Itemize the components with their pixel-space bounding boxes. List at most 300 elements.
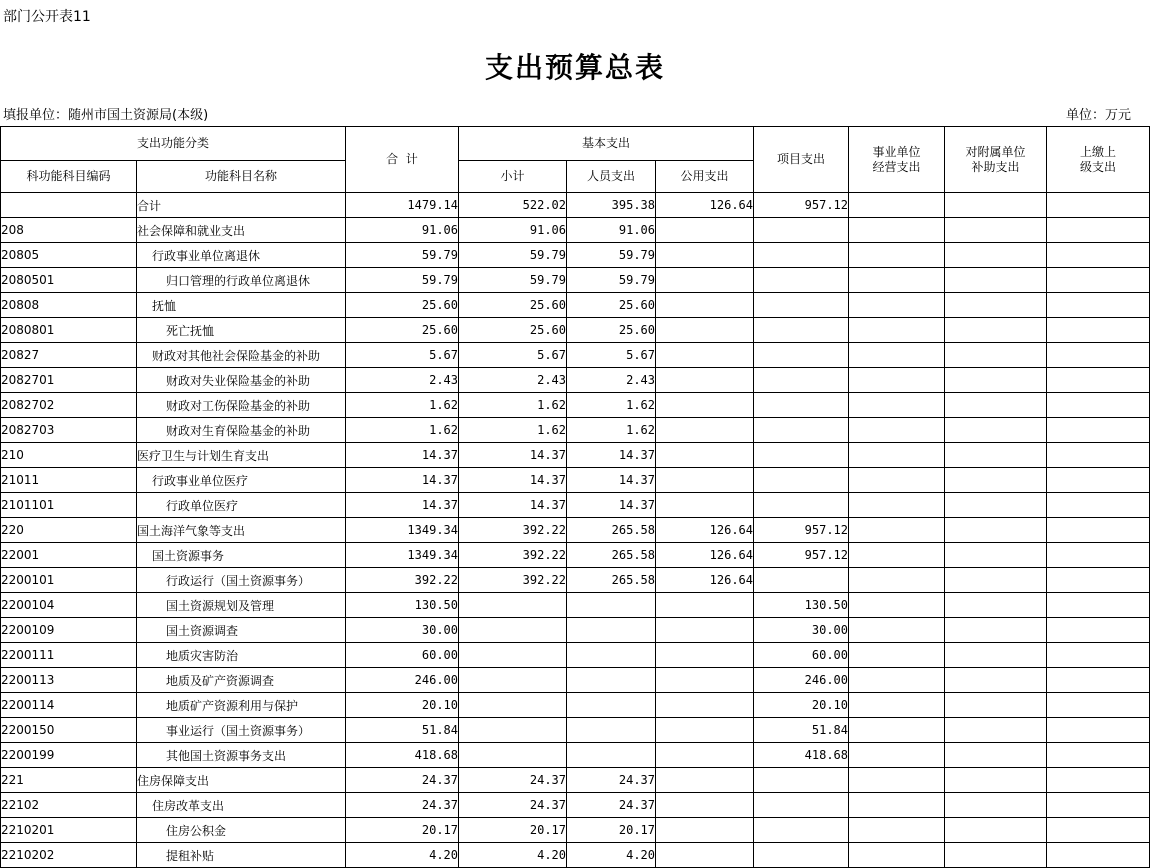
cell-public [656,243,754,268]
cell-name: 财政对失业保险基金的补助 [137,368,346,393]
cell-subsidy [945,743,1047,768]
cell-name: 合计 [137,193,346,218]
cell-subtotal: 59.79 [459,268,567,293]
cell-remit [1047,768,1150,793]
cell-project [754,218,849,243]
cell-project [754,268,849,293]
cell-total: 91.06 [346,218,459,243]
cell-business [849,818,945,843]
cell-subtotal [459,743,567,768]
cell-business [849,293,945,318]
table-row [1,368,1150,393]
table-row [1,668,1150,693]
cell-remit [1047,743,1150,768]
cell-personnel: 1.62 [567,418,656,443]
cell-public [656,268,754,293]
cell-remit [1047,543,1150,568]
cell-code: 2200111 [1,643,137,668]
table-row [1,393,1150,418]
cell-project: 20.10 [754,693,849,718]
table-header [1,127,1150,193]
cell-personnel: 265.58 [567,568,656,593]
cell-total: 25.60 [346,293,459,318]
cell-total: 1.62 [346,418,459,443]
table-row [1,343,1150,368]
cell-project: 246.00 [754,668,849,693]
cell-subtotal: 25.60 [459,293,567,318]
cell-code: 2200101 [1,568,137,593]
cell-total: 20.10 [346,693,459,718]
cell-subsidy [945,443,1047,468]
cell-name: 国土资源调查 [137,618,346,643]
cell-public [656,468,754,493]
cell-business [849,518,945,543]
table-row [1,818,1150,843]
cell-total: 59.79 [346,268,459,293]
cell-personnel: 24.37 [567,768,656,793]
cell-subsidy [945,593,1047,618]
cell-project [754,418,849,443]
header-subtotal: 小计 [459,161,567,193]
cell-code: 2101101 [1,493,137,518]
cell-total: 130.50 [346,593,459,618]
table-row [1,193,1150,218]
cell-subsidy [945,843,1047,868]
header-project-expense: 项目支出 [754,127,849,193]
cell-remit [1047,343,1150,368]
cell-personnel: 20.17 [567,818,656,843]
cell-total: 5.67 [346,343,459,368]
cell-public [656,593,754,618]
cell-personnel: 14.37 [567,443,656,468]
cell-project [754,493,849,518]
table-row [1,218,1150,243]
cell-personnel: 91.06 [567,218,656,243]
cell-subtotal: 14.37 [459,443,567,468]
cell-public [656,493,754,518]
cell-name: 住房改革支出 [137,793,346,818]
cell-public [656,218,754,243]
cell-subtotal: 25.60 [459,318,567,343]
cell-code: 2200109 [1,618,137,643]
cell-subsidy [945,268,1047,293]
cell-subtotal: 392.22 [459,518,567,543]
cell-remit [1047,568,1150,593]
cell-project: 957.12 [754,543,849,568]
cell-name: 国土海洋气象等支出 [137,518,346,543]
cell-name: 财政对其他社会保险基金的补助 [137,343,346,368]
header-business-expense: 事业单位 经营支出 [849,127,945,193]
cell-total: 24.37 [346,793,459,818]
cell-subtotal [459,693,567,718]
cell-personnel: 265.58 [567,543,656,568]
budget-table [0,126,1150,868]
table-row [1,643,1150,668]
table-row [1,718,1150,743]
table-row [1,543,1150,568]
cell-code: 2080501 [1,268,137,293]
cell-name: 社会保障和就业支出 [137,218,346,243]
cell-total: 418.68 [346,743,459,768]
cell-remit [1047,618,1150,643]
cell-name: 财政对工伤保险基金的补助 [137,393,346,418]
cell-business [849,668,945,693]
cell-business [849,343,945,368]
cell-remit [1047,818,1150,843]
cell-project [754,568,849,593]
cell-subtotal: 392.22 [459,568,567,593]
page-title: 支出预算总表 [484,51,665,84]
cell-public [656,668,754,693]
cell-total: 1479.14 [346,193,459,218]
cell-business [849,743,945,768]
cell-project [754,843,849,868]
cell-public [656,368,754,393]
table-row [1,518,1150,543]
cell-remit [1047,218,1150,243]
cell-code: 2080801 [1,318,137,343]
cell-name: 财政对生育保险基金的补助 [137,418,346,443]
cell-personnel [567,643,656,668]
cell-remit [1047,693,1150,718]
cell-remit [1047,593,1150,618]
table-row [1,618,1150,643]
cell-name: 提租补贴 [137,843,346,868]
cell-subtotal [459,668,567,693]
cell-project [754,393,849,418]
header-subsidy-expense: 对附属单位 补助支出 [945,127,1047,193]
cell-business [849,218,945,243]
cell-name: 国土资源规划及管理 [137,593,346,618]
cell-project: 130.50 [754,593,849,618]
cell-subsidy [945,218,1047,243]
cell-personnel: 265.58 [567,518,656,543]
cell-subtotal: 1.62 [459,393,567,418]
cell-project [754,818,849,843]
cell-total: 51.84 [346,718,459,743]
cell-subtotal: 14.37 [459,468,567,493]
cell-personnel: 25.60 [567,318,656,343]
cell-public [656,318,754,343]
cell-name: 归口管理的行政单位离退休 [137,268,346,293]
cell-subtotal [459,643,567,668]
cell-subtotal: 4.20 [459,843,567,868]
cell-public [656,768,754,793]
cell-code: 21011 [1,468,137,493]
cell-subtotal: 2.43 [459,368,567,393]
cell-remit [1047,393,1150,418]
cell-personnel: 25.60 [567,293,656,318]
cell-project [754,318,849,343]
cell-project [754,293,849,318]
cell-public [656,718,754,743]
cell-subtotal: 392.22 [459,543,567,568]
table-row [1,293,1150,318]
cell-subsidy [945,468,1047,493]
cell-total: 1.62 [346,393,459,418]
cell-business [849,643,945,668]
cell-remit [1047,443,1150,468]
table-row [1,268,1150,293]
header-function-category: 支出功能分类 [1,127,346,161]
cell-code: 2200104 [1,593,137,618]
cell-subtotal: 522.02 [459,193,567,218]
cell-remit [1047,793,1150,818]
cell-subtotal: 1.62 [459,418,567,443]
cell-code: 2082703 [1,418,137,443]
cell-name: 事业运行（国土资源事务） [137,718,346,743]
cell-personnel: 2.43 [567,368,656,393]
cell-business [849,793,945,818]
cell-business [849,393,945,418]
cell-public [656,618,754,643]
cell-project: 418.68 [754,743,849,768]
reporting-unit: 填报单位：随州市国土资源局(本级) [3,108,209,123]
table-row [1,743,1150,768]
cell-total: 14.37 [346,443,459,468]
cell-public [656,293,754,318]
cell-subsidy [945,343,1047,368]
cell-code: 2082701 [1,368,137,393]
cell-remit [1047,318,1150,343]
cell-code: 208 [1,218,137,243]
cell-total: 392.22 [346,568,459,593]
cell-name: 医疗卫生与计划生育支出 [137,443,346,468]
cell-project [754,243,849,268]
cell-business [849,268,945,293]
cell-business [849,443,945,468]
cell-personnel: 5.67 [567,343,656,368]
cell-subtotal: 24.37 [459,793,567,818]
cell-public: 126.64 [656,568,754,593]
cell-personnel: 1.62 [567,393,656,418]
cell-project: 30.00 [754,618,849,643]
cell-name: 行政事业单位医疗 [137,468,346,493]
cell-subsidy [945,568,1047,593]
table-row [1,593,1150,618]
cell-total: 14.37 [346,493,459,518]
cell-total: 1349.34 [346,543,459,568]
cell-personnel [567,668,656,693]
header-name: 功能科目名称 [137,161,346,193]
cell-project: 957.12 [754,518,849,543]
table-row [1,318,1150,343]
cell-business [849,493,945,518]
table-row [1,443,1150,468]
cell-subtotal [459,618,567,643]
cell-personnel: 395.38 [567,193,656,218]
cell-subsidy [945,643,1047,668]
cell-business [849,568,945,593]
cell-code: 2200113 [1,668,137,693]
cell-name: 地质及矿产资源调查 [137,668,346,693]
cell-code: 2200150 [1,718,137,743]
cell-name: 住房公积金 [137,818,346,843]
cell-total: 4.20 [346,843,459,868]
cell-business [849,768,945,793]
table-row [1,493,1150,518]
cell-subsidy [945,768,1047,793]
cell-code [1,193,137,218]
cell-personnel [567,618,656,643]
cell-name: 国土资源事务 [137,543,346,568]
cell-remit [1047,493,1150,518]
cell-personnel [567,693,656,718]
cell-name: 行政运行（国土资源事务） [137,568,346,593]
cell-subsidy [945,693,1047,718]
cell-remit [1047,418,1150,443]
cell-code: 210 [1,443,137,468]
cell-subtotal: 24.37 [459,768,567,793]
cell-total: 2.43 [346,368,459,393]
cell-code: 2210201 [1,818,137,843]
cell-code: 20808 [1,293,137,318]
cell-total: 30.00 [346,618,459,643]
cell-subsidy [945,793,1047,818]
cell-subtotal: 20.17 [459,818,567,843]
cell-public: 126.64 [656,193,754,218]
cell-public [656,343,754,368]
cell-public: 126.64 [656,543,754,568]
table-row [1,793,1150,818]
cell-business [849,368,945,393]
cell-public [656,393,754,418]
cell-subsidy [945,368,1047,393]
cell-code: 220 [1,518,137,543]
cell-code: 2210202 [1,843,137,868]
cell-remit [1047,643,1150,668]
cell-subtotal: 5.67 [459,343,567,368]
table-row [1,693,1150,718]
cell-business [849,193,945,218]
cell-project [754,768,849,793]
header-personnel: 人员支出 [567,161,656,193]
table-row [1,418,1150,443]
doc-label: 部门公开表11 [3,9,91,25]
cell-remit [1047,718,1150,743]
cell-code: 221 [1,768,137,793]
cell-project [754,368,849,393]
cell-subtotal: 91.06 [459,218,567,243]
cell-code: 22001 [1,543,137,568]
cell-public [656,418,754,443]
cell-subsidy [945,543,1047,568]
cell-business [849,843,945,868]
cell-personnel [567,718,656,743]
cell-subsidy [945,193,1047,218]
cell-public: 126.64 [656,518,754,543]
cell-total: 60.00 [346,643,459,668]
cell-remit [1047,518,1150,543]
cell-personnel: 59.79 [567,243,656,268]
table-row [1,768,1150,793]
cell-project: 60.00 [754,643,849,668]
cell-subtotal: 59.79 [459,243,567,268]
cell-personnel [567,593,656,618]
cell-subsidy [945,493,1047,518]
currency-unit: 单位：万元 [1066,108,1132,123]
cell-project [754,343,849,368]
cell-public [656,643,754,668]
cell-total: 24.37 [346,768,459,793]
cell-public [656,843,754,868]
cell-personnel: 24.37 [567,793,656,818]
cell-name: 其他国土资源事务支出 [137,743,346,768]
cell-business [849,418,945,443]
cell-project: 51.84 [754,718,849,743]
cell-subsidy [945,618,1047,643]
cell-business [849,618,945,643]
cell-business [849,718,945,743]
cell-public [656,443,754,468]
cell-subsidy [945,418,1047,443]
table-body [1,193,1150,868]
cell-business [849,693,945,718]
cell-remit [1047,268,1150,293]
cell-remit [1047,368,1150,393]
cell-remit [1047,293,1150,318]
cell-personnel: 4.20 [567,843,656,868]
cell-code: 20805 [1,243,137,268]
cell-code: 2200114 [1,693,137,718]
cell-code: 20827 [1,343,137,368]
cell-remit [1047,243,1150,268]
table-row [1,568,1150,593]
cell-remit [1047,193,1150,218]
cell-business [849,593,945,618]
cell-name: 地质灾害防治 [137,643,346,668]
cell-subsidy [945,668,1047,693]
cell-subtotal [459,718,567,743]
table-row [1,468,1150,493]
table-row [1,243,1150,268]
cell-business [849,543,945,568]
cell-total: 25.60 [346,318,459,343]
cell-subsidy [945,243,1047,268]
cell-project [754,793,849,818]
cell-code: 2200199 [1,743,137,768]
cell-name: 地质矿产资源利用与保护 [137,693,346,718]
cell-project [754,443,849,468]
cell-subtotal: 14.37 [459,493,567,518]
cell-personnel [567,743,656,768]
cell-subsidy [945,318,1047,343]
cell-personnel: 14.37 [567,468,656,493]
cell-project: 957.12 [754,193,849,218]
cell-subsidy [945,718,1047,743]
header-remit-expense: 上缴上 级支出 [1047,127,1150,193]
cell-subsidy [945,393,1047,418]
cell-subsidy [945,818,1047,843]
cell-project [754,468,849,493]
cell-name: 住房保障支出 [137,768,346,793]
cell-name: 行政单位医疗 [137,493,346,518]
header-public: 公用支出 [656,161,754,193]
cell-total: 246.00 [346,668,459,693]
cell-personnel: 14.37 [567,493,656,518]
cell-name: 抚恤 [137,293,346,318]
header-basic-expense: 基本支出 [459,127,754,161]
cell-business [849,468,945,493]
table-row [1,843,1150,868]
cell-code: 2082702 [1,393,137,418]
cell-total: 14.37 [346,468,459,493]
cell-total: 1349.34 [346,518,459,543]
cell-remit [1047,468,1150,493]
header-total: 合 计 [346,127,459,193]
cell-name: 行政事业单位离退休 [137,243,346,268]
cell-public [656,743,754,768]
